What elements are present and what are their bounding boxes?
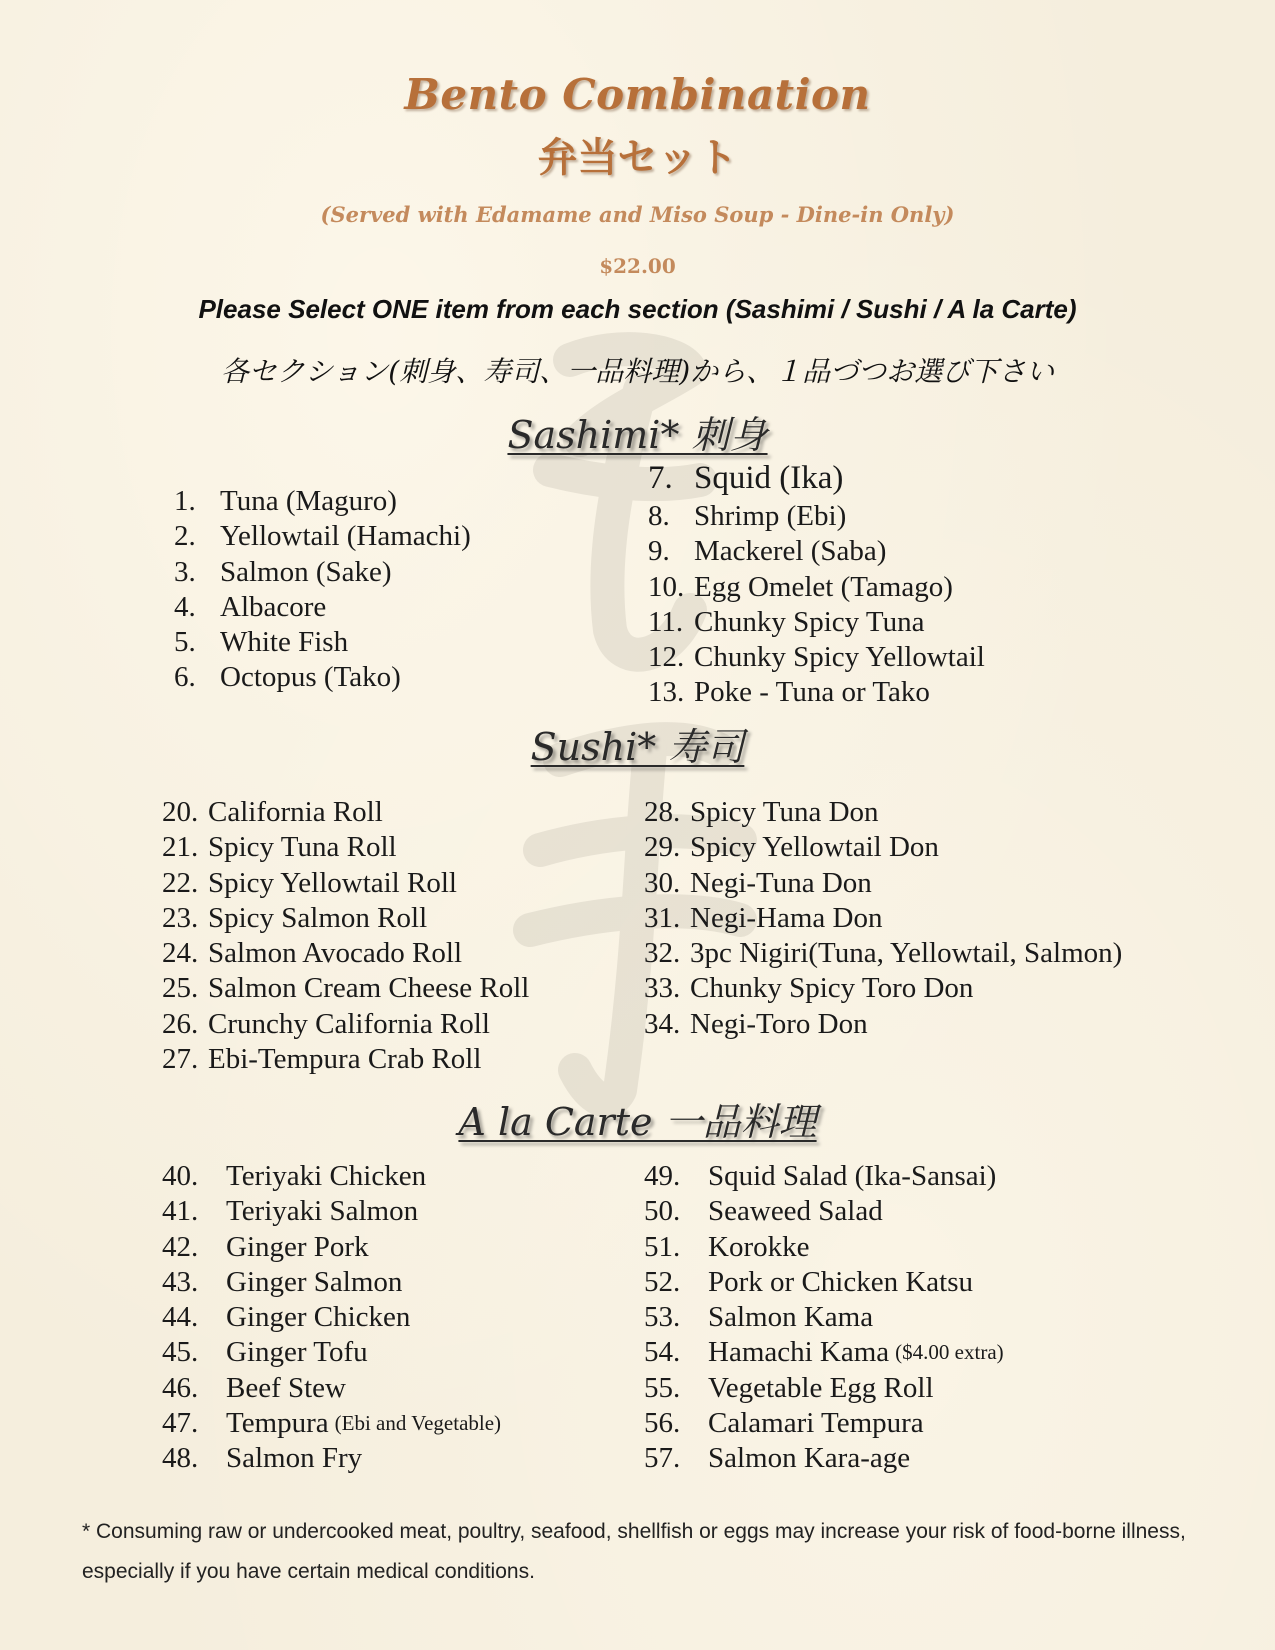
menu-item-number: 5.: [174, 626, 196, 659]
menu-item-number: 52.: [644, 1265, 681, 1298]
menu-item: [162, 1441, 501, 1476]
menu-item-name: Chunky Spicy Toro Don: [690, 972, 974, 1005]
section-heading-sashimi: Sashimi* 刺身: [507, 413, 768, 457]
menu-item: [162, 1300, 501, 1335]
menu-item: [162, 795, 529, 830]
menu-item: [174, 484, 471, 519]
menu-item: [644, 1300, 1004, 1335]
menu-item-name: Chunky Spicy Tuna: [694, 605, 925, 638]
menu-item-number: 57.: [644, 1442, 681, 1475]
menu-item-number: 26.: [162, 1007, 199, 1040]
menu-item-name: Spicy Tuna Don: [690, 796, 879, 828]
sushi-list-right: [644, 795, 1122, 1042]
menu-item: [644, 1335, 1004, 1370]
menu-item-number: 9.: [648, 535, 670, 568]
sashimi-list-left: [174, 484, 471, 696]
menu-item-name: Tempura: [226, 1407, 329, 1440]
alacarte-list-right: [644, 1159, 1004, 1477]
menu-item-number: 2.: [174, 520, 196, 553]
menu-item-name: Tuna (Maguro): [220, 485, 397, 517]
menu-item-name: Poke - Tuna or Tako: [694, 676, 930, 709]
menu-item: [162, 1194, 501, 1229]
menu-item-name: Negi-Toro Don: [690, 1007, 868, 1040]
menu-item-name: Spicy Yellowtail Roll: [208, 866, 457, 899]
menu-item-name: Egg Omelet (Tamago): [694, 570, 953, 603]
menu-item-name: Salmon Cream Cheese Roll: [208, 972, 530, 1005]
menu-item-name: Pork or Chicken Katsu: [708, 1265, 973, 1298]
menu-item-number: 3.: [174, 555, 196, 588]
sushi-list-left: [162, 795, 529, 1077]
menu-item: [162, 936, 529, 971]
menu-item-name: Hamachi Kama: [708, 1336, 890, 1369]
menu-item: [644, 1194, 1004, 1229]
menu-item-number: 49.: [644, 1160, 681, 1192]
menu-item-name: Korokke: [708, 1230, 810, 1263]
menu-item-number: 11.: [648, 605, 684, 638]
menu-item: [648, 534, 985, 569]
menu-item: [644, 936, 1122, 971]
menu-item-number: 48.: [162, 1442, 199, 1475]
menu-item: [648, 605, 985, 640]
menu-item-number: 25.: [162, 972, 199, 1005]
menu-item-number: 22.: [162, 866, 199, 899]
menu-item: [644, 1007, 1122, 1042]
menu-item-name: Yellowtail (Hamachi): [220, 520, 471, 553]
served-note: (Served with Edamame and Miso Soup - Dine-in Only): [320, 202, 955, 227]
menu-item: [162, 830, 529, 865]
menu-item-name: Spicy Yellowtail Don: [690, 831, 939, 864]
menu-item: [174, 519, 471, 554]
menu-item-number: 56.: [644, 1407, 681, 1440]
menu-item-number: 21.: [162, 831, 199, 864]
raw-food-disclaimer: * Consuming raw or undercooked meat, poultry, seafood, shellfish or eggs may increase your risk of food-borne illness, especially if you have certain medical conditions.: [82, 1520, 1186, 1583]
menu-item: [644, 1406, 1004, 1441]
menu-item: [174, 625, 471, 660]
menu-item-number: 45.: [162, 1336, 199, 1369]
menu-item-name: White Fish: [220, 626, 349, 659]
menu-item-name: Octopus (Tako): [220, 661, 401, 694]
menu-item: [648, 675, 985, 710]
menu-title: Bento Combination: [404, 70, 871, 119]
menu-item: [644, 1371, 1004, 1406]
menu-item-number: 6.: [174, 661, 196, 694]
menu-item-number: 47.: [162, 1407, 199, 1440]
menu-item-name: Salmon Kara-age: [708, 1442, 911, 1475]
menu-item-name: California Roll: [208, 796, 383, 828]
menu-item: [644, 1159, 1004, 1194]
menu-item: [644, 866, 1122, 901]
menu-item: [162, 866, 529, 901]
menu-item-name: Crunchy California Roll: [208, 1007, 490, 1040]
menu-item-number: 31.: [644, 901, 681, 934]
menu-item-name: Ginger Pork: [226, 1230, 369, 1263]
menu-item-number: 46.: [162, 1371, 199, 1404]
section-heading-alacarte: A la Carte 一品料理: [458, 1100, 817, 1144]
menu-item: [162, 1007, 529, 1042]
menu-item: [162, 1265, 501, 1300]
menu-item: [644, 971, 1122, 1006]
menu-item-number: 51.: [644, 1230, 681, 1263]
menu-item-name: Beef Stew: [226, 1371, 346, 1404]
menu-item-number: 34.: [644, 1007, 681, 1040]
menu-item: [174, 660, 471, 695]
menu-item-number: 10.: [648, 570, 685, 603]
menu-item-name: Ginger Chicken: [226, 1301, 411, 1334]
menu-item: [162, 1042, 529, 1077]
menu-item-number: 53.: [644, 1301, 681, 1334]
menu-item-name: Squid (Ika): [694, 460, 844, 496]
menu-item: [162, 1230, 501, 1265]
menu-item: [162, 1371, 501, 1406]
menu-item: [174, 590, 471, 625]
menu-title-japanese: 弁当セット: [537, 135, 738, 181]
menu-item-name: 3pc Nigiri(Tuna, Yellowtail, Salmon): [690, 937, 1123, 970]
menu-item-number: 1.: [174, 485, 196, 517]
menu-item-name: Salmon Fry: [226, 1442, 363, 1475]
menu-item: [162, 971, 529, 1006]
menu-item-name: Salmon Kama: [708, 1301, 874, 1334]
menu-item-number: 12.: [648, 641, 685, 674]
menu-item-name: Salmon (Sake): [220, 555, 392, 588]
menu-item-name: Vegetable Egg Roll: [708, 1371, 934, 1404]
menu-item-number: 30.: [644, 866, 681, 899]
menu-item-name: Squid Salad (Ika-Sansai): [708, 1160, 997, 1192]
menu-item-name: Negi-Hama Don: [690, 901, 883, 934]
menu-item-number: 43.: [162, 1265, 199, 1298]
menu-item-number: 23.: [162, 901, 199, 934]
menu-item-number: 40.: [162, 1160, 199, 1192]
selection-instruction-japanese: 各セクション(刺身、寿司、一品料理)から、１品づつお選び下さい: [220, 355, 1055, 388]
menu-item-number: 28.: [644, 796, 681, 828]
menu-item: [648, 499, 985, 534]
menu-item: [162, 1406, 501, 1441]
menu-item: [648, 570, 985, 605]
menu-item-name: Ebi-Tempura Crab Roll: [208, 1043, 482, 1076]
menu-item-name: Salmon Avocado Roll: [208, 937, 463, 970]
menu-item-number: 29.: [644, 831, 681, 864]
menu-item-name: Chunky Spicy Yellowtail: [694, 641, 985, 674]
menu-item-note: (Ebi and Vegetable): [334, 1411, 502, 1436]
menu-item: [644, 1230, 1004, 1265]
menu-item: [162, 901, 529, 936]
menu-item-number: 27.: [162, 1043, 199, 1076]
menu-item-number: 32.: [644, 937, 681, 970]
menu-item-number: 55.: [644, 1371, 681, 1404]
menu-item: [644, 795, 1122, 830]
menu-item-name: Ginger Tofu: [226, 1336, 368, 1369]
menu-item-number: 24.: [162, 937, 199, 970]
menu-item-number: 4.: [174, 590, 196, 623]
menu-item-name: Teriyaki Salmon: [226, 1195, 419, 1228]
menu-item-name: Teriyaki Chicken: [226, 1160, 427, 1192]
sashimi-list-right: [648, 461, 985, 711]
menu-item-name: Mackerel (Saba): [694, 535, 887, 568]
menu-item: [174, 555, 471, 590]
menu-item: [162, 1335, 501, 1370]
menu-item-number: 8.: [648, 500, 670, 532]
menu-item-number: 33.: [644, 972, 681, 1005]
menu-item: [648, 461, 985, 499]
menu-item-number: 20.: [162, 796, 199, 828]
menu-item-name: Spicy Tuna Roll: [208, 831, 397, 864]
menu-item-number: 13.: [648, 676, 685, 709]
menu-item-number: 7.: [648, 460, 673, 496]
menu-item: [644, 901, 1122, 936]
menu-item-name: Albacore: [220, 590, 327, 623]
menu-item: [644, 1265, 1004, 1300]
menu-item-name: Ginger Salmon: [226, 1265, 403, 1298]
price: $22.00: [599, 254, 676, 278]
menu-item: [644, 1441, 1004, 1476]
menu-item-number: 44.: [162, 1301, 199, 1334]
menu-item-name: Shrimp (Ebi): [694, 500, 847, 532]
menu-item: [644, 830, 1122, 865]
menu-item-name: Calamari Tempura: [708, 1407, 924, 1440]
menu-item-number: 50.: [644, 1195, 681, 1228]
menu-item: [648, 640, 985, 675]
alacarte-list-left: [162, 1159, 501, 1477]
menu-item-note: ($4.00 extra): [895, 1340, 1004, 1365]
menu-item-name: Seaweed Salad: [708, 1195, 883, 1228]
menu-item-number: 41.: [162, 1195, 199, 1228]
menu-item-name: Negi-Tuna Don: [690, 866, 872, 899]
menu-item-number: 42.: [162, 1230, 199, 1263]
menu-item-name: Spicy Salmon Roll: [208, 901, 428, 934]
menu-item: [162, 1159, 501, 1194]
menu-item-number: 54.: [644, 1336, 681, 1369]
section-heading-sushi: Sushi* 寿司: [530, 725, 745, 769]
selection-instruction: Please Select ONE item from each section (Sashimi / Sushi / A la Carte): [198, 294, 1077, 324]
